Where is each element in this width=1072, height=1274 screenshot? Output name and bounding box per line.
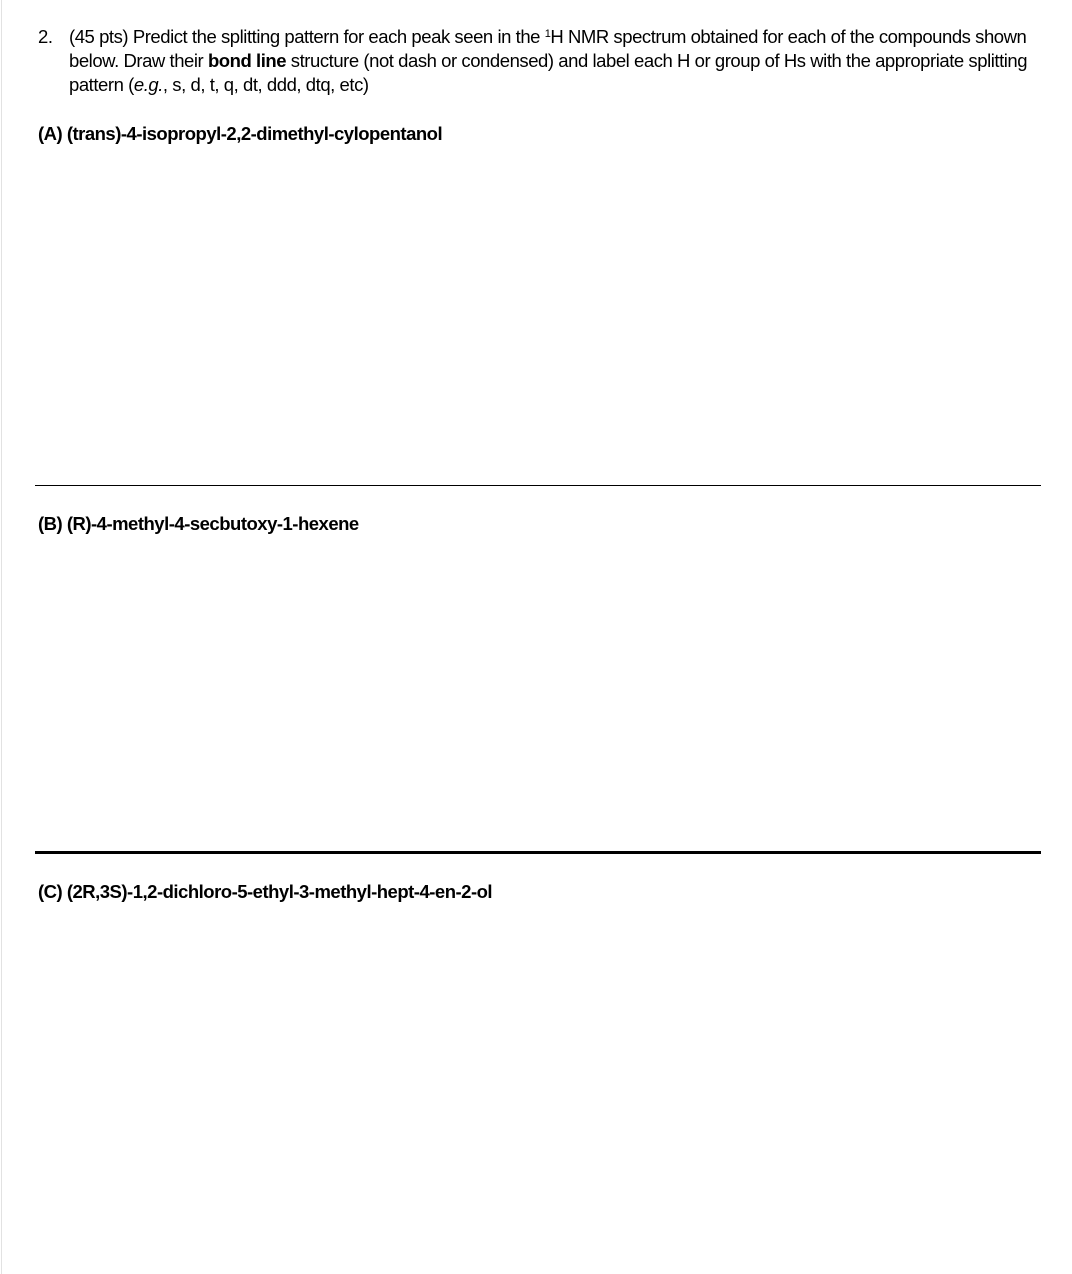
part-c-label: (C) (2R,3S)-1,2-dichloro-5-ethyl-3-methyl-hept-4-en-2-ol — [38, 881, 493, 902]
prompt-text-3: structure (not dash or condensed) and label each H or group of Hs with the appropriate splitting pattern ( — [69, 50, 1028, 95]
part-b-label: (B) (R)-4-methyl-4-secbutoxy-1-hexene — [38, 513, 359, 534]
page-left-edge — [1, 0, 2, 1274]
question-2 — [38, 25, 1028, 97]
nucleus-superscript: 1 — [544, 28, 551, 40]
prompt-text-2: H NMR spectrum obtained for each of the compounds shown below. Draw their — [69, 26, 1027, 71]
question-number: 2. — [38, 26, 53, 47]
bond-line-term: bond line — [207, 50, 287, 71]
divider-b-c — [35, 851, 1041, 854]
part-a-label: (A) (trans)-4-isopropyl-2,2-dimethyl-cylopentanol — [38, 123, 443, 144]
question-points: (45 pts) — [69, 26, 129, 47]
prompt-text-1: Predict the splitting pattern for each peak seen in the — [128, 26, 545, 47]
prompt-text-4: , s, d, t, q, dt, ddd, dtq, etc) — [162, 74, 369, 95]
eg-abbreviation: e.g. — [133, 74, 163, 95]
divider-a-b — [35, 485, 1041, 486]
question-prompt — [69, 25, 1028, 97]
